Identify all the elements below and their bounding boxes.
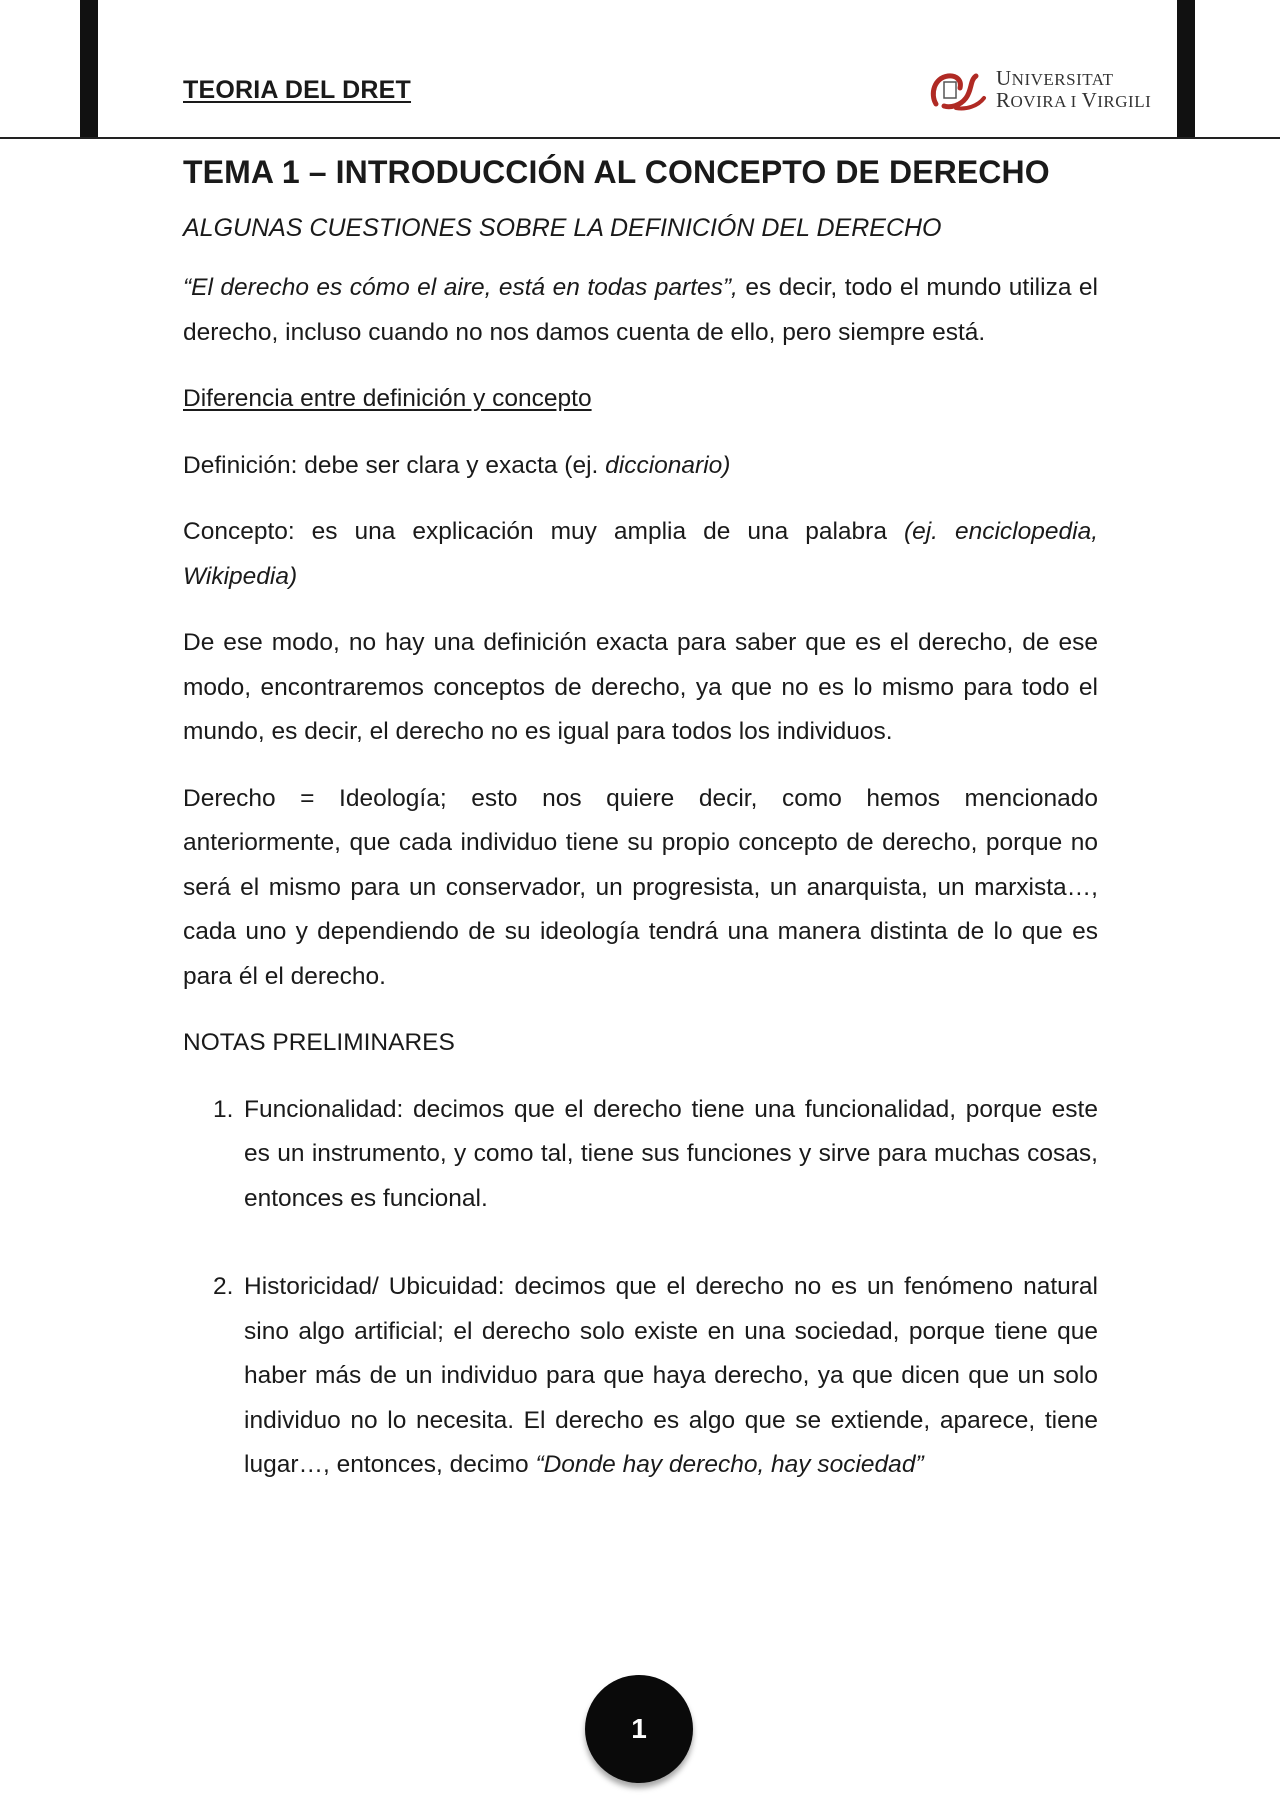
intro-rest: es decir, todo el mundo utiliza el derecho, incluso cuando no nos damos cuenta de ello, pero siempre está. <box>183 274 1098 346</box>
modo-paragraph: De ese modo, no hay una definición exacta para saber que es el derecho, de ese modo, encontraremos conceptos de derecho, ya que no es lo mismo para todo el mundo, es decir, el derecho no es igual para todos los individuos. <box>183 629 1098 745</box>
notes-heading: NOTAS PRELIMINARES <box>183 1029 455 1056</box>
page-number: 1 <box>631 1713 647 1744</box>
list-item <box>183 1088 1098 1222</box>
logo-line-2: ROVIRA I VIRGILI <box>996 88 1152 112</box>
concepto-paragraph: Concepto: es una explicación muy amplia de una palabra (ej. enciclopedia, Wikipedia) <box>183 518 1099 590</box>
course-title: TEORIA DEL DRET <box>183 76 412 104</box>
list-item-quote: “Donde hay derecho, hay sociedad” <box>535 1451 924 1478</box>
document-subtitle: ALGUNAS CUESTIONES SOBRE LA DEFINICIÓN DEL DERECHO <box>183 214 942 242</box>
definicion-paragraph: Definición: debe ser clara y exacta (ej. diccionario) <box>183 451 731 479</box>
intro-paragraph <box>183 266 1098 355</box>
page-number-badge <box>585 1675 693 1783</box>
list-item-text: Funcionalidad: decimos que el derecho tiene una funcionalidad, porque este es un instrumento, y como tal, tiene sus funciones y sirve para muchas cosas, entonces es funcional. <box>244 1095 1098 1212</box>
section-heading: Diferencia entre definición y concepto <box>183 385 592 412</box>
intro-quote: “El derecho es cómo el aire, está en todas partes”, <box>183 274 738 301</box>
document-body <box>183 148 1098 1488</box>
notes-list <box>183 1088 1098 1488</box>
header-bar-right <box>1177 0 1195 138</box>
list-item <box>183 1265 1098 1488</box>
document-title: TEMA 1 – INTRODUCCIÓN AL CONCEPTO DE DERECHO <box>183 154 1050 190</box>
logo-line-1: UNIVERSITAT <box>996 66 1114 90</box>
list-item-text: Historicidad/ Ubicuidad: decimos que el derecho no es un fenómeno natural sino algo artificial; el derecho solo existe en una sociedad, porque tiene que haber más de un individuo para que haya derecho, ya que dicen que un solo individuo no lo necesita. El derecho es algo que se extiende, aparece, tiene lugar…, entonces, decimo <box>244 1273 1098 1478</box>
university-logo <box>926 66 1152 116</box>
logo-text <box>996 68 1151 112</box>
header-bar-left <box>80 0 98 138</box>
list-item-number: 2. <box>213 1273 234 1300</box>
ideologia-paragraph: Derecho = Ideología; esto nos quiere decir, como hemos mencionado anteriormente, que cada individuo tiene su propio concepto de derecho, porque no será el mismo para un conservador, un progresista, un anarquista, un marxista…, cada uno y dependiendo de su ideología tendrá una manera distinta de lo que es para él el derecho. <box>183 784 1098 990</box>
header-rule <box>0 137 1280 139</box>
urv-logo-icon <box>926 68 988 114</box>
list-item-number: 1. <box>213 1095 234 1123</box>
